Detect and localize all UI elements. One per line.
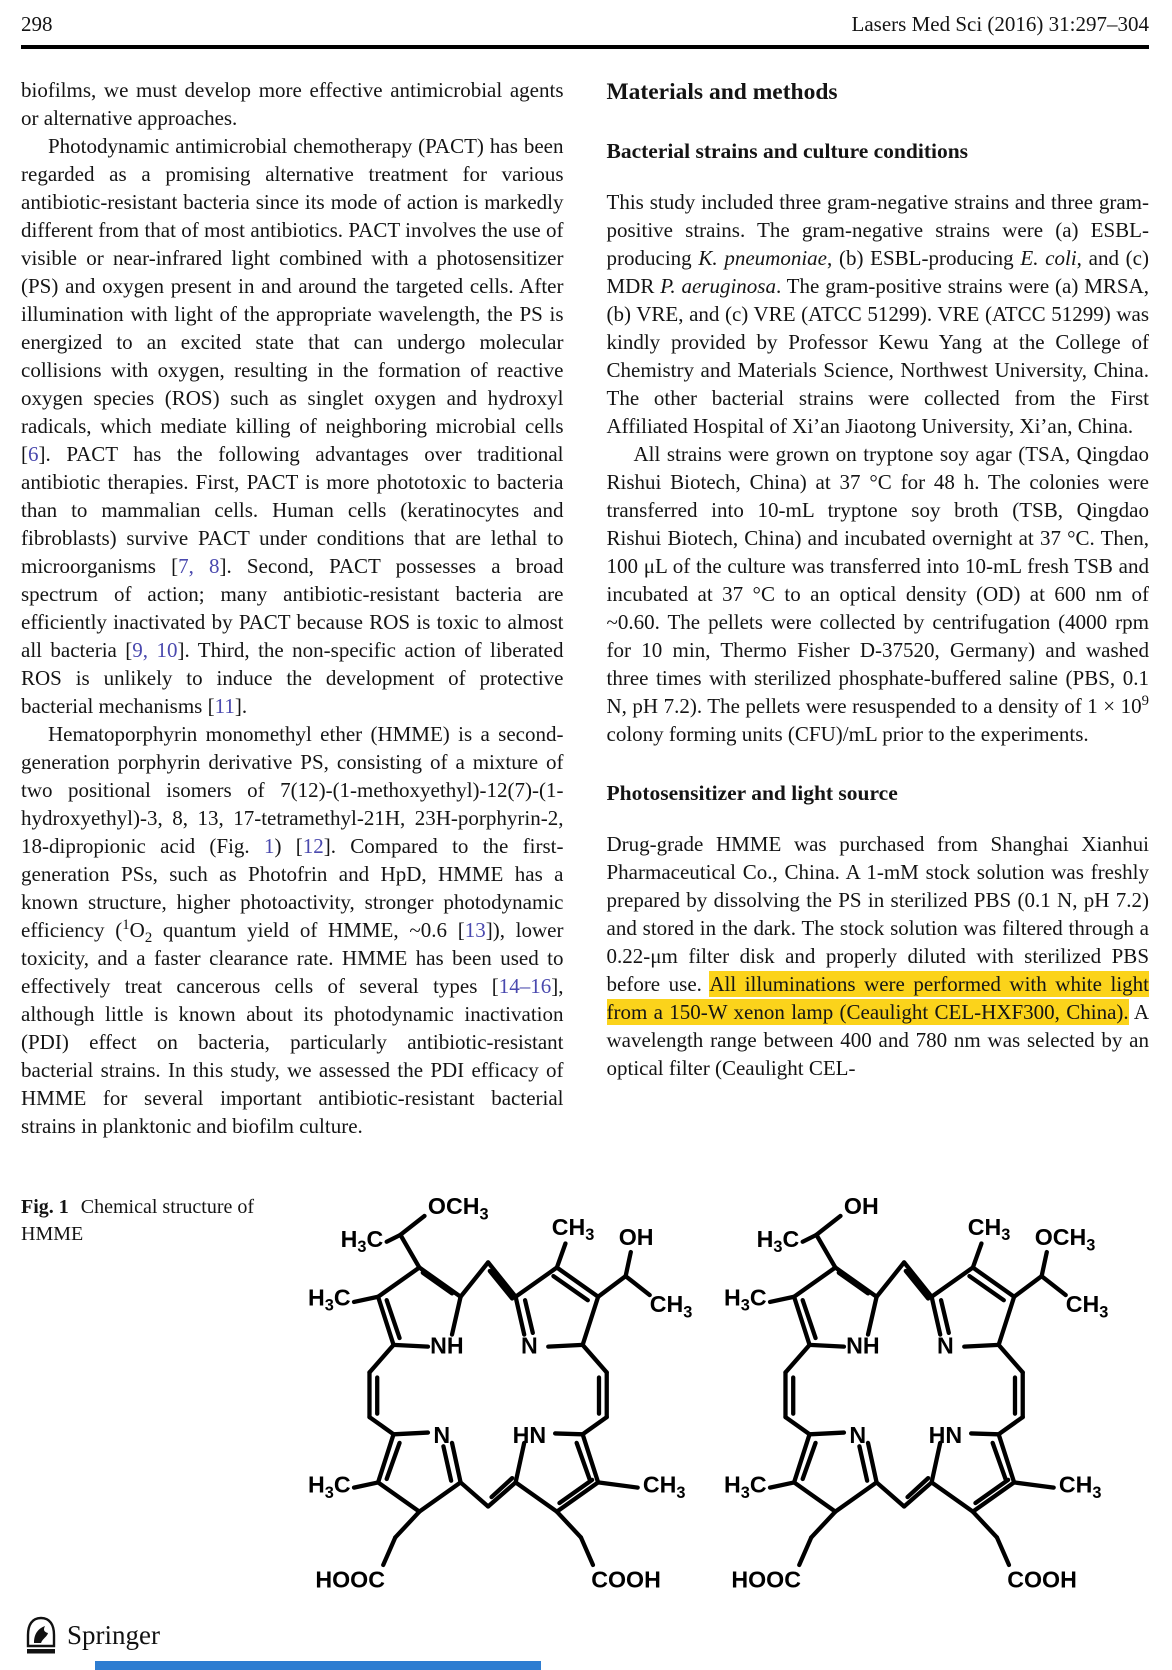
bond xyxy=(810,1433,844,1435)
right-column xyxy=(607,76,1150,1140)
bond xyxy=(999,1345,1023,1373)
bond xyxy=(877,1262,905,1296)
bond xyxy=(999,1297,1014,1345)
atom-label: $H_3C$ xyxy=(307,1471,351,1502)
bond xyxy=(803,1235,817,1242)
bond xyxy=(461,1482,489,1506)
atom-label: N xyxy=(936,1332,954,1359)
bond xyxy=(557,1482,598,1511)
paragraph: biofilms, we must develop more effective antimicrobial agents or alternative approaches. xyxy=(21,78,564,130)
bond xyxy=(378,1268,419,1297)
bond xyxy=(835,1268,876,1297)
paragraph: Photodynamic antimicrobial chemotherapy (PACT) has been regarded as a promising alternative treatment for various antibiotic-resistant bacteria since its mode of action is markedly different from that of most antibiotics. PACT involves the use of visible or near-infrared light combined with a photosensitizer (PS) and oxygen present in and around the targeted cells. After illumination with light of the appropriate wavelength, the PS is energized to an excited state that can undergo molecular collisions with oxygen, resulting in the formation of reactive oxygen species (ROS) such as singlet oxygen and hydroxyl radicals, which mediate killing of neighboring microbial cells [6]. PACT has the following advantages over traditional antibiotic therapies. First, PACT is more phototoxic to bacteria than to mammalian cells. Human cells (keratinocytes and fibroblasts) survive PACT under conditions that are lethal to microorganisms [7, 8]. Second, PACT possesses a broad spectrum of action; many antibiotic-resistant bacteria are efficiently inactivated by PACT because ROS is toxic to almost all bacteria [9, 10]. Third, the non-specific action of liberated ROS is unlikely to induce the development of protective bacterial mechanisms [11]. xyxy=(21,134,564,718)
atom-label: OH xyxy=(618,1224,654,1251)
figure-caption xyxy=(21,1194,293,1248)
bond xyxy=(932,1268,973,1297)
page-header xyxy=(21,12,1149,37)
journal-reference: Lasers Med Sci (2016) 31:297–304 xyxy=(851,12,1149,36)
bond xyxy=(516,1297,525,1335)
subsection-heading-photosensitizer: Photosensitizer and light source xyxy=(606,781,898,805)
bond xyxy=(400,1216,424,1235)
bond xyxy=(999,1417,1023,1434)
paragraph: Drug-grade HMME was purchased from Shanghai Xianhui Pharmaceutical Co., China. A 1-mM stock solution was freshly prepared by dissolving the PS in sterilized PBS (0.1 N, pH 7.2) and stored in the dark. The stock solution was filtered through a 0.22-μm filter disk and properly diluted with sterilized PBS before use. All illuminations were performed with white light from a 150-W xenon lamp (Ceaulight CEL-HXF300, China). A wavelength range between 400 and 780 nm was selected by an optical filter (Ceaulight CEL- xyxy=(606,832,1149,1080)
bond xyxy=(400,1235,419,1268)
atom-label: N xyxy=(433,1421,451,1448)
atom-label: $H_3C$ xyxy=(723,1471,767,1502)
paragraph: This study included three gram-negative strains and three gram-positive strains. The gram-negative strains were (a) ESBL-producing K. pneumoniae, (b) ESBL-producing E. coli, and (c) MDR P. aeruginosa. The gram-positive strains were (a) MRSA, (b) VRE, and (c) VRE (ATCC 51299). VRE (ATCC 51299) was kindly provided by Professor Kewu Yang at the College of Chemistry and Materials Science, Northwest University, China. The other bacterial strains were collected from the First Affiliated Hospital of Xi’an Jiaotong University, Xi’an, China. xyxy=(606,190,1149,438)
atom-label: HOOC xyxy=(731,1566,801,1593)
paragraph: Hematoporphyrin monomethyl ether (HMME) is a second-generation porphyrin derivative PS, consisting of a mixture of two positional isomers of 7(12)-(1-methoxyethyl)-12(7)-(1-hydroxyethyl)-3, 8, 13, 17-tetramethyl-21H, 23H-porphyrin-2, 18-dipropionic acid (Fig. 1) [12]. Compared to the first-generation PSs, such as Photofrin and HpD, HMME has a known structure, higher photoactivity, stronger photodynamic efficiency ($^1O_2$ quantum yield of HMME, ~0.6 [13]), lower toxicity, and a faster clearance rate. HMME has been used to effectively treat cancerous cells of several types [14–16], although little is known about its photodynamic inactivation (PDI) effect on bacteria, particularly antibiotic-resistant bacterial strains. In this study, we assessed the PDI efficacy of HMME for several important antibiotic-resistant bacterial strains in planktonic and biofilm culture. xyxy=(21,722,564,1138)
bond xyxy=(770,1482,794,1487)
bottom-blue-bar xyxy=(95,1661,541,1670)
bond xyxy=(369,1345,393,1373)
atom-label: $OCH_3$ xyxy=(1034,1224,1096,1255)
bond xyxy=(419,1482,460,1511)
publisher-name: Springer xyxy=(67,1619,160,1650)
bond xyxy=(770,1297,794,1302)
figure-label: Fig. 1 xyxy=(21,1196,69,1218)
bond xyxy=(423,1273,452,1294)
bond xyxy=(932,1297,941,1335)
bond xyxy=(583,1297,598,1345)
bond xyxy=(419,1268,460,1297)
page-number: 298 xyxy=(21,12,53,36)
bond xyxy=(971,1433,999,1434)
chemical-structure-isomer-2 xyxy=(715,1166,1119,1596)
bond xyxy=(816,1216,840,1235)
atom-label: NH xyxy=(430,1332,464,1359)
atom-label: $H_3C$ xyxy=(307,1284,351,1315)
bond xyxy=(877,1482,905,1506)
atom-label: $CH_3$ xyxy=(551,1213,595,1245)
bond xyxy=(583,1345,607,1373)
bond xyxy=(452,1443,461,1483)
left-column xyxy=(21,76,564,1140)
atom-label: COOH xyxy=(591,1566,661,1593)
springer-logo-icon xyxy=(24,1616,58,1654)
bond xyxy=(785,1345,809,1373)
bond xyxy=(394,1433,428,1435)
atom-label: $H_3C$ xyxy=(756,1225,800,1257)
atom-label: HN xyxy=(928,1421,963,1448)
bond xyxy=(839,1273,868,1294)
figure-caption-text: Chemical structure of HMME xyxy=(21,1196,255,1245)
publisher-footer xyxy=(24,1616,160,1654)
atom-label: $CH_3$ xyxy=(642,1471,686,1502)
bond xyxy=(369,1417,393,1434)
bond xyxy=(1014,1482,1054,1487)
atom-label: $H_3C$ xyxy=(340,1225,384,1257)
atom-label: $H_3C$ xyxy=(723,1284,767,1315)
atom-label: N xyxy=(849,1421,867,1448)
bond xyxy=(816,1235,835,1268)
atom-label: HN xyxy=(512,1421,547,1448)
bond xyxy=(488,1262,516,1296)
bond xyxy=(516,1268,557,1297)
chemical-structure-isomer-1 xyxy=(299,1166,703,1596)
bond xyxy=(973,1482,1014,1511)
bond xyxy=(794,1482,835,1511)
bond xyxy=(354,1297,378,1302)
bond xyxy=(598,1276,626,1297)
two-column-body xyxy=(21,76,1149,1140)
atom-label: $CH_3$ xyxy=(967,1213,1011,1245)
bond xyxy=(941,1300,949,1333)
atom-label: HOOC xyxy=(315,1566,385,1593)
bond xyxy=(626,1252,631,1276)
bond xyxy=(383,1537,395,1565)
atom-label: N xyxy=(520,1332,538,1359)
bond xyxy=(516,1482,557,1511)
atom-label: OH xyxy=(843,1193,879,1220)
bond xyxy=(452,1297,461,1335)
bond xyxy=(932,1482,973,1511)
bond xyxy=(973,1243,982,1267)
bond xyxy=(904,1262,932,1296)
atom-label: $CH_3$ xyxy=(1058,1471,1102,1502)
bond xyxy=(583,1417,607,1434)
bond xyxy=(461,1262,489,1296)
bond xyxy=(932,1443,941,1483)
atom-label: $CH_3$ xyxy=(649,1291,693,1322)
bond xyxy=(794,1268,835,1297)
bond xyxy=(394,1345,428,1347)
bond xyxy=(868,1297,877,1335)
bond xyxy=(443,1446,451,1480)
bond xyxy=(810,1345,844,1347)
bond xyxy=(378,1482,419,1511)
atom-label: COOH xyxy=(1007,1566,1077,1593)
paragraph: All strains were grown on tryptone soy agar (TSA, Qingdao Rishui Biotech, China) at 37 °C for 48 h. The colonies were transferred into 10-mL tryptone soy broth (TSB, Qingdao Rishui Biotech, China) and incubated overnight at 37 °C. Then, 100 μL of the culture was transferred into 10-mL fresh TSB and incubated at 37 °C to an optical density (OD) at 600 nm of ~0.60. The pellets were collected by centrifugation (4000 rpm for 10 min, Thermo Fisher D-37520, Germany) and washed three times with sterilized phosphate-buffered saline (PBS, 0.1 N, pH 7.2). The pellets were resuspended to a density of $1 \times 10^9$ colony forming units (CFU)/mL prior to the experiments. xyxy=(606,442,1149,746)
bond xyxy=(997,1537,1009,1565)
bond xyxy=(557,1512,581,1538)
bond xyxy=(555,1433,583,1434)
photosensitizer-paragraphs xyxy=(607,830,1150,1082)
bond xyxy=(973,1512,997,1538)
bond xyxy=(516,1443,525,1483)
bond xyxy=(835,1482,876,1511)
bond xyxy=(868,1443,877,1483)
bond xyxy=(811,1512,835,1538)
bond xyxy=(626,1276,650,1295)
bond xyxy=(548,1345,582,1347)
bond xyxy=(1042,1276,1066,1295)
figure-1 xyxy=(21,1166,1151,1608)
bond xyxy=(785,1417,809,1434)
bond xyxy=(1014,1276,1042,1297)
bond xyxy=(859,1446,867,1480)
header-rule xyxy=(21,45,1149,49)
bond xyxy=(1042,1252,1047,1276)
bond xyxy=(354,1482,378,1487)
atom-label: NH xyxy=(846,1332,880,1359)
bond xyxy=(525,1300,533,1333)
bond xyxy=(395,1512,419,1538)
bond xyxy=(581,1537,593,1565)
atom-label: $CH_3$ xyxy=(1065,1291,1109,1322)
bond xyxy=(964,1345,998,1347)
bond xyxy=(387,1235,401,1242)
bond xyxy=(799,1537,811,1565)
bacterial-strains-paragraphs xyxy=(607,188,1150,748)
atom-label: $OCH_3$ xyxy=(427,1193,489,1224)
bond xyxy=(598,1482,638,1487)
bond xyxy=(557,1243,566,1267)
subsection-heading-bacterial-strains: Bacterial strains and culture conditions xyxy=(606,139,969,163)
section-heading-materials-methods: Materials and methods xyxy=(606,79,838,105)
